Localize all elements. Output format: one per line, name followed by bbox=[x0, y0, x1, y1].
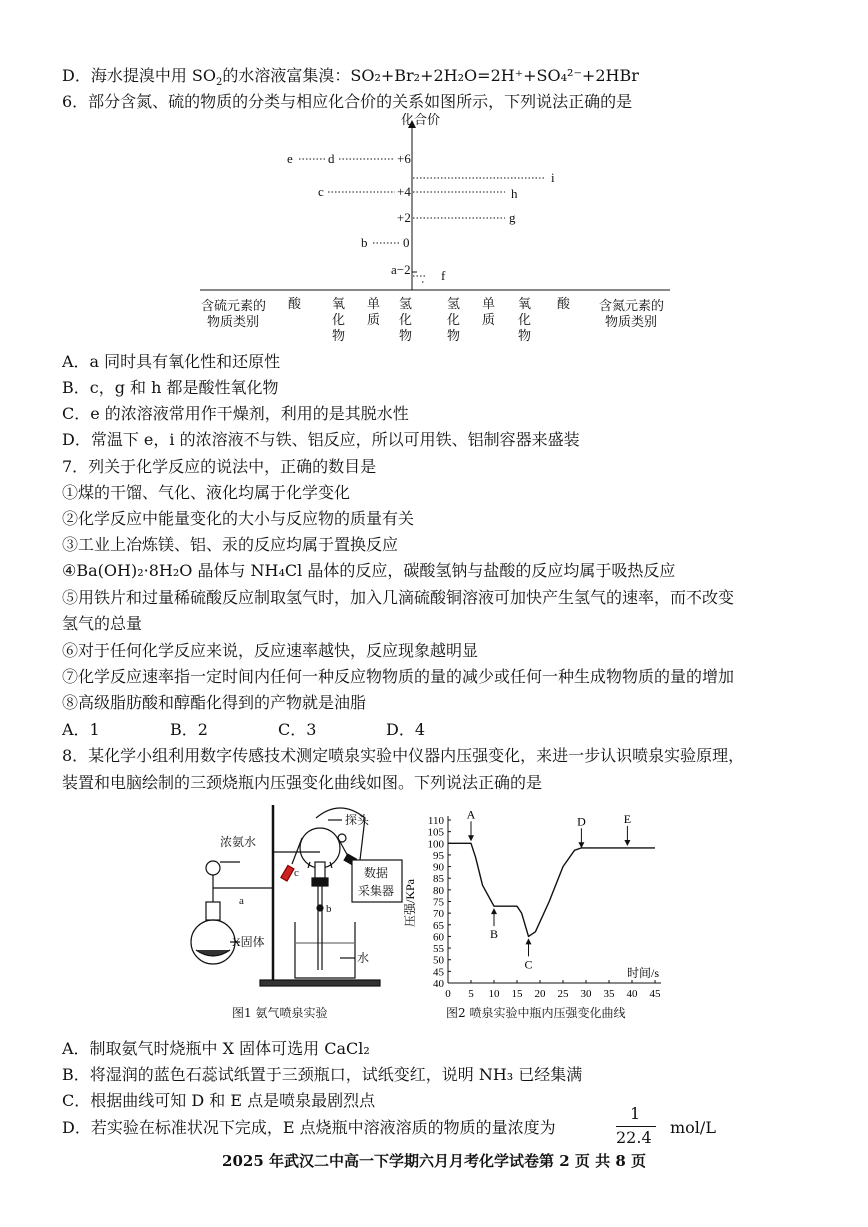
x-tick-label-7: 35 bbox=[603, 988, 615, 1000]
x-tick-label-6: 30 bbox=[580, 988, 592, 1000]
q7-item-3: ③工业上冶炼镁、铝、汞的反应均属于置换反应 bbox=[62, 535, 399, 554]
q7-item-7: ⑦化学反应速率指一定时间内任何一种反应物物质的量的减少或任何一种生成物物质的量的增加 bbox=[62, 667, 735, 686]
q6-option-d: D．常温下 e，i 的浓溶液不与铁、铝反应，所以可用铁、铝制容器来盛装 bbox=[62, 430, 580, 449]
y-axis-title: 化合价 bbox=[401, 112, 441, 127]
fig1-collector-label-1: 数据 bbox=[364, 866, 389, 880]
x-tick-label-0: 0 bbox=[445, 988, 451, 1000]
right-axis-label-2: 物质类别 bbox=[605, 314, 658, 329]
letter-i: i bbox=[551, 170, 555, 185]
y-tick-label-12: 100 bbox=[427, 838, 444, 851]
annotation-label-C: C bbox=[524, 957, 533, 972]
letter-b: b bbox=[361, 235, 368, 250]
q5-option-d: D．海水提溴中用 $SO_2$的水溶液富集溴：SO₂+Br₂+2H₂O=2H⁺+SO₄²⁻+2HBr bbox=[62, 66, 639, 89]
q8-stem-1: 8．某化学小组利用数字传感技术测定喷泉实验中仪器内压强变化，来进一步认识喷泉实验原理， bbox=[62, 746, 745, 765]
q8-option-d: D．若实验在标准状况下完成，E 点烧瓶中溶液溶质的物质的量浓度为 bbox=[62, 1118, 556, 1137]
fig2-caption: 图2 喷泉实验中瓶内压强变化曲线 bbox=[446, 1006, 626, 1020]
fig1-label-c: c bbox=[294, 867, 299, 879]
frac-bar bbox=[616, 1126, 656, 1127]
valence-plus4: +4 bbox=[397, 184, 411, 199]
annotation-arrowhead-C bbox=[526, 938, 532, 944]
letter-c: c bbox=[318, 184, 324, 199]
q8-option-b: B．将湿润的蓝色石蕊试纸置于三颈瓶口，试纸变红，说明 NH₃ 已经集满 bbox=[62, 1065, 583, 1084]
annotation-arrowhead-E bbox=[624, 840, 630, 846]
q7-item-5-cont: 氢气的总量 bbox=[62, 614, 143, 633]
annotation-label-E: E bbox=[623, 811, 632, 826]
q7-choice-c: C．3 bbox=[278, 720, 317, 739]
q6-option-c: C．e 的浓溶液常用作干燥剂，利用的是其脱水性 bbox=[62, 404, 409, 423]
q7-item-4: ④Ba(OH)₂·8H₂O 晶体与 NH₄Cl 晶体的反应，碳酸氢钠与盐酸的反应均属于吸热反应 bbox=[62, 561, 676, 580]
q7-item-8: ⑧高级脂肪酸和醇酯化得到的产物就是油脂 bbox=[62, 693, 367, 712]
fig2-pressure-chart bbox=[400, 808, 670, 1008]
fig1-caption: 图1 氨气喷泉实验 bbox=[232, 1006, 328, 1020]
letter-d: d bbox=[328, 151, 335, 166]
fig1-water-label: 水 bbox=[357, 951, 370, 965]
q6-stem: 6．部分含氮、硫的物质的分类与相应化合价的关系如图所示，下列说法正确的是 bbox=[62, 92, 633, 111]
q6-option-a: A．a 同时具有氧化性和还原性 bbox=[62, 352, 281, 371]
letter-g: g bbox=[509, 210, 516, 225]
y-axis-label: 压强/KPa bbox=[403, 878, 417, 928]
fig1-collector-label-2: 采集器 bbox=[358, 884, 395, 898]
x-tick-label-9: 45 bbox=[649, 988, 661, 1000]
y-tick-label-13: 105 bbox=[427, 826, 444, 839]
frac-unit: mol/L bbox=[670, 1118, 716, 1137]
fig1-fountain-apparatus bbox=[190, 800, 410, 1025]
frac-numerator: 1 bbox=[630, 1104, 641, 1123]
q8-option-c: C．根据曲线可知 D 和 E 点是喷泉最剧烈点 bbox=[62, 1091, 376, 1110]
q7-item-1: ①煤的干馏、气化、液化均属于化学变化 bbox=[62, 483, 351, 502]
annotation-label-A: A bbox=[466, 808, 476, 822]
letter-f: f bbox=[441, 268, 446, 283]
category-label-2: 单质 bbox=[367, 296, 381, 327]
y-tick-label-10: 90 bbox=[433, 861, 444, 874]
y-tick-label-9: 85 bbox=[433, 873, 444, 886]
right-axis-label-1: 含氮元素的 bbox=[599, 298, 665, 313]
x-tick-label-4: 20 bbox=[534, 988, 546, 1000]
y-tick-label-2: 50 bbox=[433, 954, 444, 967]
fig1-label-a: a bbox=[239, 895, 244, 907]
x-tick-label-8: 40 bbox=[626, 988, 638, 1000]
y-tick-label-0: 40 bbox=[433, 978, 444, 990]
letter-h: h bbox=[511, 186, 518, 201]
fig1-ammonia-label: 浓氨水 bbox=[220, 835, 257, 849]
x-tick-label-3: 15 bbox=[511, 988, 523, 1000]
q6-valence-diagram bbox=[195, 112, 685, 350]
y-tick-label-5: 65 bbox=[433, 919, 444, 932]
category-label-0: 酸 bbox=[288, 296, 302, 311]
valence-plus2: +2 bbox=[397, 210, 411, 225]
left-axis-label-2: 物质类别 bbox=[207, 314, 260, 329]
fig1-probe-label: 探头 bbox=[345, 813, 370, 827]
category-label-3: 氢化物 bbox=[399, 296, 413, 343]
q7-item-2: ②化学反应中能量变化的大小与反应物的质量有关 bbox=[62, 509, 415, 528]
x-tick-label-1: 5 bbox=[468, 988, 474, 1000]
pressure-curve bbox=[448, 843, 655, 936]
q8-stem-2: 装置和电脑绘制的三颈烧瓶内压强变化曲线如图。下列说法正确的是 bbox=[62, 773, 543, 792]
category-label-5: 单质 bbox=[482, 296, 496, 327]
page-footer: 2025 年武汉二中高一下学期六月月考化学试卷第 2 页 共 8 页 bbox=[222, 1152, 646, 1170]
category-label-1: 氧化物 bbox=[332, 296, 346, 343]
valence-plus6: +6 bbox=[397, 151, 411, 166]
fig1-solid-label: X固体 bbox=[232, 935, 265, 949]
q8-option-a: A．制取氨气时烧瓶中 X 固体可选用 CaCl₂ bbox=[62, 1039, 370, 1058]
y-tick-label-3: 55 bbox=[433, 943, 444, 956]
q7-choice-b: B．2 bbox=[170, 720, 208, 739]
x-tick-label-5: 25 bbox=[557, 988, 569, 1000]
y-tick-label-4: 60 bbox=[433, 931, 444, 944]
x-axis-label: 时间/s bbox=[626, 966, 660, 980]
q7-stem: 7．列关于化学反应的说法中，正确的数目是 bbox=[62, 457, 377, 476]
letter-a-minus2: a−2 bbox=[391, 262, 411, 277]
annotation-arrowhead-B bbox=[491, 908, 497, 914]
category-label-6: 氧化物 bbox=[518, 296, 532, 343]
frac-denominator: 22.4 bbox=[616, 1128, 652, 1147]
fig1-label-b: b bbox=[326, 903, 332, 915]
category-labels bbox=[288, 296, 571, 343]
category-label-7: 酸 bbox=[557, 296, 571, 311]
valence-zero: 0 bbox=[403, 235, 410, 250]
q7-choice-d: D．4 bbox=[386, 720, 426, 739]
y-tick-label-8: 80 bbox=[433, 884, 444, 897]
annotation-arrowhead-A bbox=[468, 835, 474, 841]
y-tick-label-14: 110 bbox=[427, 815, 444, 827]
left-axis-label-1: 含硫元素的 bbox=[201, 298, 267, 313]
q6-option-b: B．c，g 和 h 都是酸性氧化物 bbox=[62, 378, 279, 397]
y-tick-label-1: 45 bbox=[433, 966, 444, 979]
q7-item-5: ⑤用铁片和过量稀硫酸反应制取氢气时，加入几滴硫酸铜溶液可加快产生氢气的速率，而不改变 bbox=[62, 588, 735, 607]
q7-choice-a: A．1 bbox=[62, 720, 100, 739]
y-tick-label-7: 75 bbox=[433, 896, 444, 909]
y-tick-label-6: 70 bbox=[433, 908, 444, 921]
x-tick-label-2: 10 bbox=[488, 988, 500, 1000]
y-tick-label-11: 95 bbox=[433, 849, 444, 862]
annotation-label-B: B bbox=[489, 927, 499, 942]
category-label-4: 氢化物 bbox=[447, 296, 461, 343]
annotation-label-D: D bbox=[577, 814, 586, 829]
letter-e: e bbox=[287, 151, 293, 166]
q7-item-6: ⑥对于任何化学反应来说，反应速率越快，反应现象越明显 bbox=[62, 641, 479, 660]
